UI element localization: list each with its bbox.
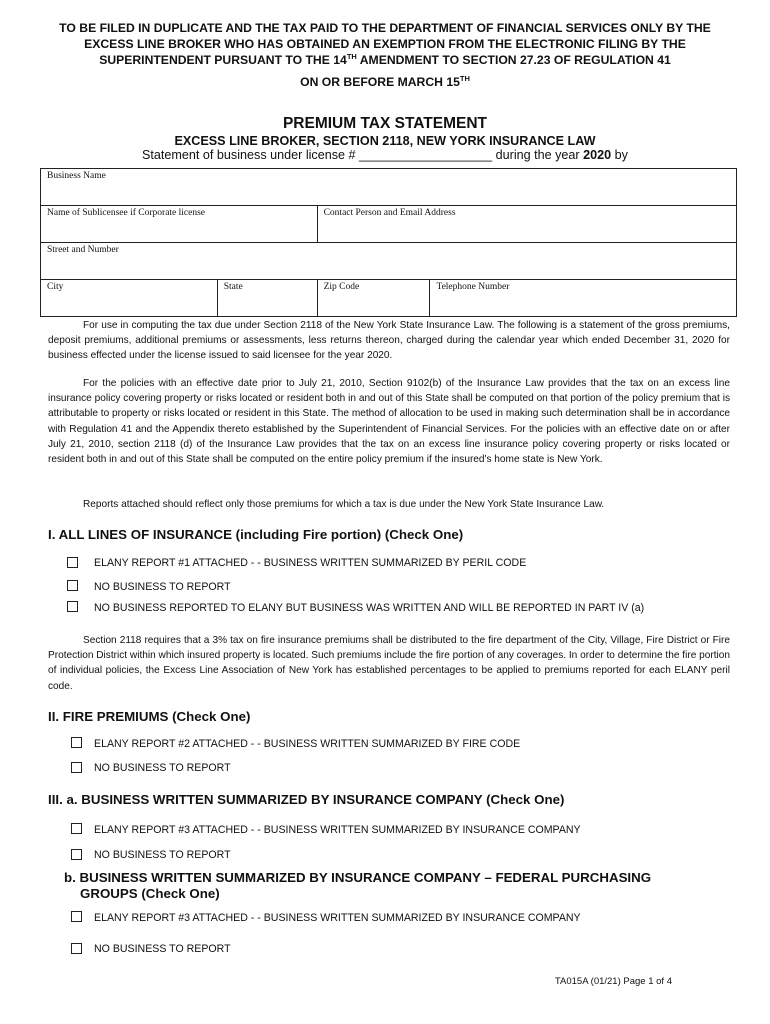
header-line-4: ON OR BEFORE MARCH 15TH bbox=[300, 73, 470, 89]
section-1-option-3-label: NO BUSINESS REPORTED TO ELANY BUT BUSINESS WAS WRITTEN AND WILL BE REPORTED IN PART IV (a) bbox=[94, 602, 645, 614]
city-field[interactable]: City bbox=[41, 280, 218, 317]
sublicensee-field[interactable]: Name of Sublicensee if Corporate license bbox=[41, 206, 318, 243]
section-2-option-2-checkbox[interactable] bbox=[71, 762, 82, 773]
section-3b-heading: b. BUSINESS WRITTEN SUMMARIZED BY INSURANCE COMPANY – FEDERAL PURCHASING GROUPS (Check One) bbox=[64, 870, 652, 901]
zip-field[interactable]: Zip Code bbox=[317, 280, 430, 317]
section-1-option-1-label: ELANY REPORT #1 ATTACHED - - BUSINESS WRITTEN SUMMARIZED BY PERIL CODE bbox=[94, 557, 527, 569]
section-1-heading: I. ALL LINES OF INSURANCE (including Fire portion) (Check One) bbox=[48, 527, 464, 542]
section-3a-heading: III. a. BUSINESS WRITTEN SUMMARIZED BY INSURANCE COMPANY (Check One) bbox=[48, 792, 565, 807]
section-1-option-2-label: NO BUSINESS TO REPORT bbox=[94, 581, 231, 593]
form-footer-page-number: TA015A (01/21) Page 1 of 4 bbox=[554, 976, 672, 987]
form-title: PREMIUM TAX STATEMENT bbox=[282, 115, 488, 132]
filing-instructions-header bbox=[30, 20, 740, 90]
paragraph-allocation: For the policies with an effective date prior to July 21, 2010, Section 9102(b) of the Insurance Law provides that the tax on an excess line insurance policy covering property or risks located or resident both in and out of this State shall be computed on that portion of the policy premium that is attributable to property or risks located or resident in this State. The method of allocation to be used in making such determination shall be in accordance with Regulation 41 and the Appendix thereto established by the Superintendent of Financial Services. For the policies with an effective date on or after July 21, 2010, section 2118 (d) of the Insurance Law provides that the tax on an excess line insurance policy covering property or risks located or resident both in and out of this State shall be computed on the entire policy premium if the insured's home state is New York. bbox=[48, 378, 730, 466]
section-3a-option-1-label: ELANY REPORT #3 ATTACHED - - BUSINESS WRITTEN SUMMARIZED BY INSURANCE COMPANY bbox=[94, 824, 581, 836]
section-3b-option-2-checkbox[interactable] bbox=[71, 943, 82, 954]
section-3a-option-2-checkbox[interactable] bbox=[71, 849, 82, 860]
header-line-3: SUPERINTENDENT PURSUANT TO THE 14TH AMENDMENT TO SECTION 27.23 OF REGULATION 41 bbox=[99, 51, 671, 67]
form-subtitle: EXCESS LINE BROKER, SECTION 2118, NEW YORK INSURANCE LAW bbox=[174, 134, 596, 148]
section-1-option-3-checkbox[interactable] bbox=[67, 601, 78, 612]
section-3b-option-1-label: ELANY REPORT #3 ATTACHED - - BUSINESS WRITTEN SUMMARIZED BY INSURANCE COMPANY bbox=[94, 912, 581, 924]
paragraph-reports: Reports attached should reflect only those premiums for which a tax is due under the New York State Insurance Law. bbox=[83, 499, 605, 510]
contact-field[interactable]: Contact Person and Email Address bbox=[317, 206, 736, 243]
section-3a-option-1-checkbox[interactable] bbox=[71, 823, 82, 834]
section-3a-option-2-label: NO BUSINESS TO REPORT bbox=[94, 849, 231, 861]
header-line-2: EXCESS LINE BROKER WHO HAS OBTAINED AN EXEMPTION FROM THE ELECTRONIC FILING BY THE bbox=[84, 37, 686, 51]
section-2-option-1-checkbox[interactable] bbox=[71, 737, 82, 748]
header-line-1: TO BE FILED IN DUPLICATE AND THE TAX PAID TO THE DEPARTMENT OF FINANCIAL SERVICES ONLY BY THE bbox=[59, 21, 711, 35]
section-3b-option-1-checkbox[interactable] bbox=[71, 911, 82, 922]
section-1-option-2-checkbox[interactable] bbox=[67, 580, 78, 591]
statement-year: 2020 bbox=[583, 148, 612, 162]
paragraph-computation: For use in computing the tax due under Section 2118 of the New York State Insurance Law. The following is a statement of the gross premiums, deposit premiums, additional premiums or assessments, less returns thereon, charged during the calendar year which ended December 31, 2020 for business effected under the license issued to said licensee for the year 2020. bbox=[48, 320, 730, 362]
business-info-table bbox=[40, 168, 737, 317]
phone-field[interactable]: Telephone Number bbox=[430, 280, 737, 317]
business-name-field[interactable]: Business Name bbox=[41, 169, 737, 206]
paragraph-fire-tax: Section 2118 requires that a 3% tax on fire insurance premiums shall be distributed to the fire department of the City, Village, Fire District or Fire Protection District within which insured property is located. Such premiums include the fire portion of any coverages. In order to determine the fire portion of individual policies, the Excess Line Association of New York has established percentages to be applied to premiums reported for each ELANY peril code. bbox=[48, 635, 730, 692]
license-statement-line: Statement of business under license # ___________________ during the year 2020 by bbox=[142, 148, 628, 162]
section-2-option-1-label: ELANY REPORT #2 ATTACHED - - BUSINESS WRITTEN SUMMARIZED BY FIRE CODE bbox=[94, 738, 521, 750]
section-1-option-1-checkbox[interactable] bbox=[67, 557, 78, 568]
section-2-option-2-label: NO BUSINESS TO REPORT bbox=[94, 762, 231, 774]
street-field[interactable]: Street and Number bbox=[41, 243, 737, 280]
section-2-heading: II. FIRE PREMIUMS (Check One) bbox=[48, 709, 251, 724]
state-field[interactable]: State bbox=[217, 280, 317, 317]
section-3b-option-2-label: NO BUSINESS TO REPORT bbox=[94, 943, 231, 955]
